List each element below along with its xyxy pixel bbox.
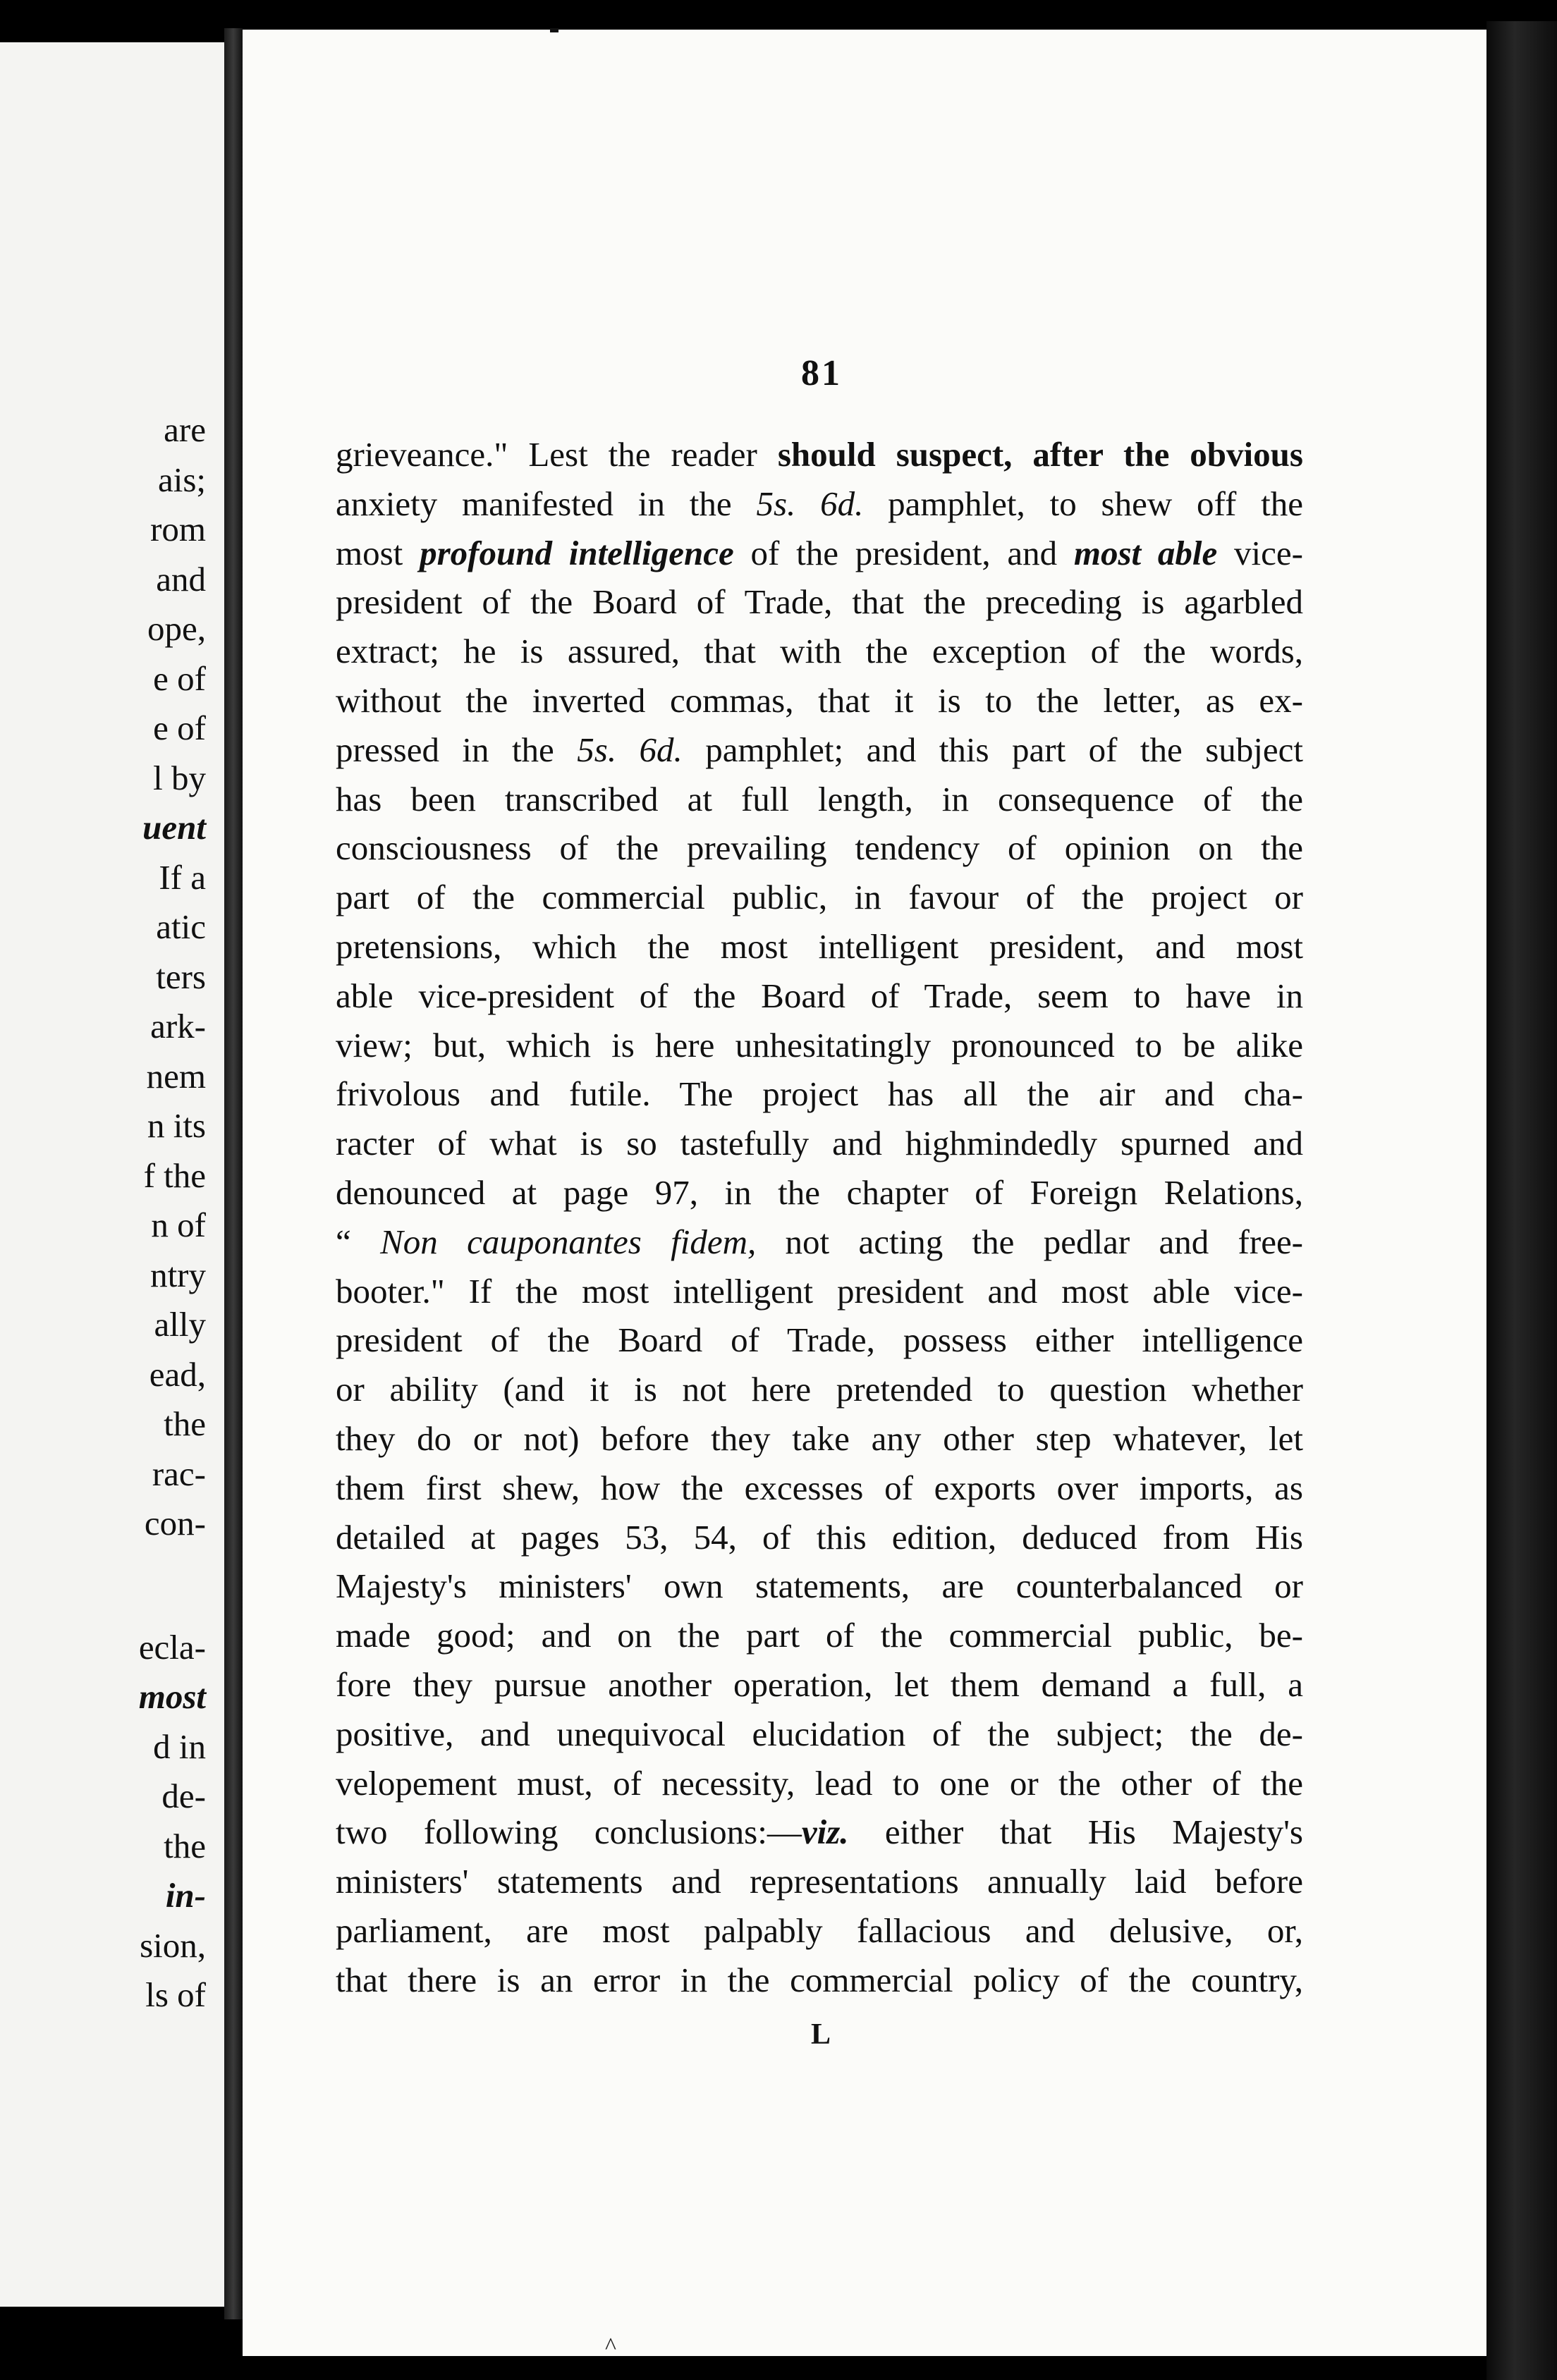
text-line: detailed at pages 53, 54, of this edition, deduced from His <box>336 1517 1303 1557</box>
left-page-fragment: If a <box>159 857 206 897</box>
text-line: them first shew, how the excesses of exports over imports, as <box>336 1468 1303 1507</box>
bottom-mark: ^ <box>605 2333 616 2360</box>
left-page-fragment: ters <box>156 957 206 996</box>
left-page-fragment: ark- <box>150 1007 206 1045</box>
page-number: 81 <box>801 353 842 393</box>
left-page-fragment: the <box>164 1404 206 1443</box>
text-line: positive, and unequivocal elucidation of the subject; the de- <box>336 1714 1303 1753</box>
text-line: parliament, are most palpably fallacious and delusive, or, <box>336 1910 1303 1950</box>
left-page-fragment: l by <box>153 758 206 797</box>
text-line: ministers' statements and representations annually laid before <box>336 1862 1303 1901</box>
text-line: denounced at page 97, in the chapter of Foreign Relations, <box>336 1172 1303 1212</box>
text-line: booter." If the most intelligent president and most able vice- <box>336 1271 1303 1311</box>
top-mark <box>550 28 558 32</box>
left-page-fragment: atic <box>156 907 206 946</box>
left-page-fragment: in- <box>165 1876 206 1915</box>
left-page-text-fragments <box>139 405 206 2020</box>
text-line: president of the Board of Trade, possess either intelligence <box>336 1320 1303 1360</box>
left-page-fragment: ais; <box>157 460 206 499</box>
text-line: has been transcribed at full length, in consequence of the <box>336 779 1303 818</box>
left-page-fragment: e of <box>153 709 206 747</box>
left-page-fragment: nem <box>146 1056 206 1096</box>
left-page-paragraph-gap <box>139 1549 206 1623</box>
left-page-fragment: f the <box>143 1155 206 1195</box>
left-page-fragment: e of <box>153 658 206 698</box>
text-line: anxiety manifested in the 5s. 6d. pamphlet, to shew off the <box>336 484 1303 523</box>
left-page-fragment: ecla- <box>138 1627 206 1667</box>
left-page-fragment: n of <box>151 1206 206 1244</box>
left-page-fragment: most <box>138 1677 206 1716</box>
book-gutter <box>224 28 243 2319</box>
text-line: part of the commercial public, in favour of the project or <box>336 878 1303 917</box>
left-page-fragment: ope, <box>147 609 206 648</box>
left-page-fragment: and <box>156 559 206 599</box>
text-line: most profound intelligence of the president, and most able vice- <box>336 533 1303 572</box>
left-page <box>0 42 224 2307</box>
text-line: they do or not) before they take any other step whatever, let <box>336 1418 1303 1458</box>
text-line: or ability (and it is not here pretended to question whether <box>336 1370 1303 1409</box>
left-page-fragment: the <box>164 1826 206 1865</box>
text-line: president of the Board of Trade, that the preceding is agarbled <box>336 582 1303 622</box>
signature-mark: L <box>811 2018 831 2051</box>
text-line: frivolous and futile. The project has all the air and cha- <box>336 1074 1303 1114</box>
text-line: made good; and on the part of the commercial public, be- <box>336 1616 1303 1655</box>
text-line: consciousness of the prevailing tendency of opinion on the <box>336 828 1303 868</box>
text-line: racter of what is so tastefully and highmindedly spurned and <box>336 1124 1303 1163</box>
left-page-fragment: sion, <box>140 1925 206 1965</box>
left-page-fragment: rom <box>150 510 206 548</box>
text-line: velopement must, of necessity, lead to one or the other of the <box>336 1763 1303 1803</box>
left-page-fragment: n its <box>147 1106 206 1145</box>
text-line: fore they pursue another operation, let them demand a full, a <box>336 1664 1303 1704</box>
text-line: able vice-president of the Board of Trade, seem to have in <box>336 976 1303 1015</box>
text-line: that there is an error in the commercial policy of the country, <box>336 1960 1303 1999</box>
text-line: pressed in the 5s. 6d. pamphlet; and this part of the subject <box>336 730 1303 769</box>
left-page-fragment: ally <box>154 1305 206 1344</box>
left-page-fragment: rac- <box>152 1454 206 1493</box>
left-page-fragment: ntry <box>150 1255 206 1294</box>
page-edge <box>1486 21 1557 2380</box>
text-line: view; but, which is here unhesitatingly pronounced to be alike <box>336 1025 1303 1065</box>
text-line: two following conclusions:—viz. either that His Majesty's <box>336 1812 1303 1852</box>
body-text <box>336 430 1303 2005</box>
left-page-fragment: are <box>164 410 206 449</box>
left-page-fragment: con- <box>144 1504 206 1542</box>
text-line: grieveance." Lest the reader should suspect, after the obvious <box>336 435 1303 474</box>
text-line: without the inverted commas, that it is to the letter, as ex- <box>336 680 1303 720</box>
text-line: “ Non cauponantes fidem, not acting the pedlar and free- <box>336 1222 1304 1261</box>
text-line: extract; he is assured, that with the exception of the words, <box>336 632 1303 671</box>
left-page-fragment: uent <box>142 808 206 847</box>
left-page-fragment: ls of <box>145 1975 206 2014</box>
left-page-fragment: d in <box>153 1726 206 1766</box>
text-line: pretensions, which the most intelligent president, and most <box>336 926 1303 966</box>
left-page-fragment: de- <box>161 1777 206 1815</box>
left-page-fragment: ead, <box>149 1354 206 1394</box>
text-line: Majesty's ministers' own statements, are counterbalanced or <box>336 1566 1303 1606</box>
